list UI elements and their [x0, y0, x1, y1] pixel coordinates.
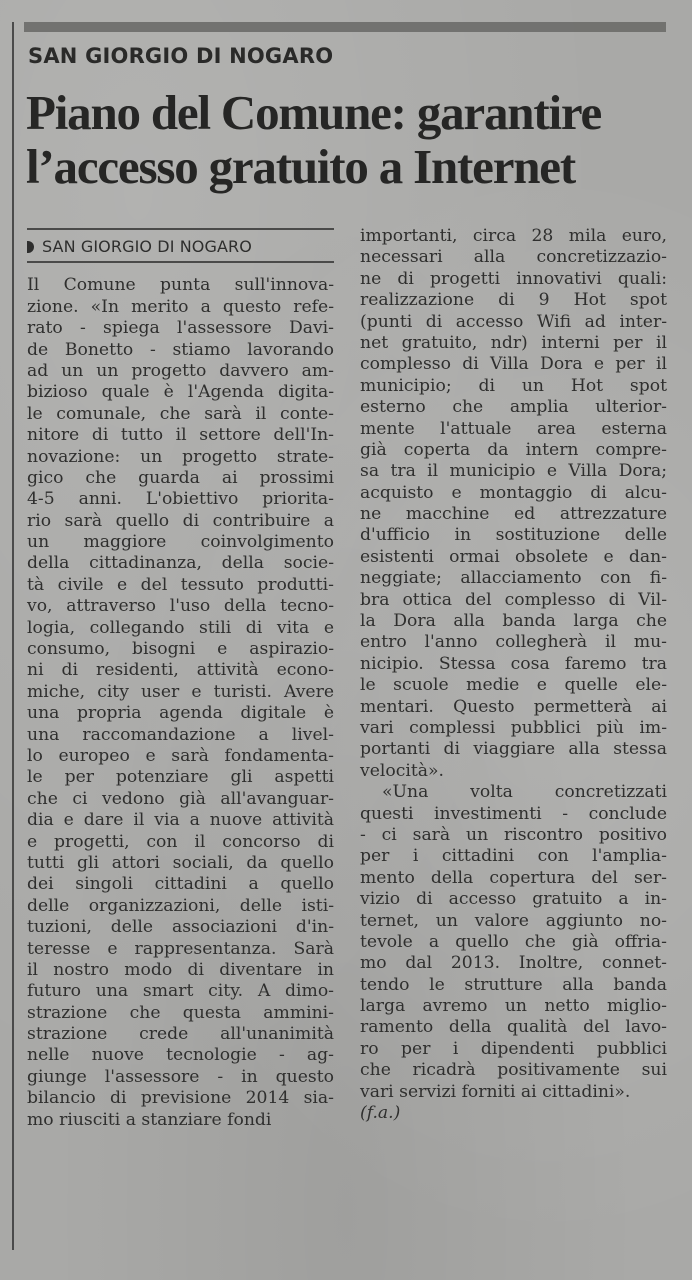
- text-line: mo dal 2013. Inoltre, connet-: [360, 953, 667, 974]
- text-line: dia e dare il via a nuove attività: [27, 810, 334, 831]
- headline: [26, 86, 666, 194]
- text-line: - ci sarà un riscontro positivo: [360, 824, 667, 845]
- text-line: che ci vedono già all'avanguar-: [27, 788, 334, 809]
- text-line: ne macchine ed attrezzature: [360, 504, 667, 525]
- text-line: già coperta da intern compre-: [360, 439, 667, 460]
- text-line: dei singoli cittadini a quello: [27, 874, 334, 895]
- byline-marker-icon: [27, 241, 34, 253]
- text-line: e progetti, con il concorso di: [27, 831, 334, 852]
- text-line: portanti di viaggiare alla stessa: [360, 739, 667, 760]
- text-line: tendo le strutture alla banda: [360, 974, 667, 995]
- text-line: le per potenziare gli aspetti: [27, 767, 334, 788]
- right-column-body: [360, 226, 667, 1103]
- text-line: rio sarà quello di contribuire a: [27, 510, 334, 531]
- text-line: una raccomandazione a livel-: [27, 724, 334, 745]
- text-line: ne di progetti innovativi quali:: [360, 268, 667, 289]
- text-line: una propria agenda digitale è: [27, 703, 334, 724]
- byline: [27, 228, 334, 263]
- text-line: delle organizzazioni, delle isti-: [27, 895, 334, 916]
- left-column-rule: [12, 22, 14, 1250]
- text-line: per i cittadini con l'amplia-: [360, 846, 667, 867]
- text-line: novazione: un progetto strate-: [27, 446, 334, 467]
- text-line: vo, attraverso l'uso della tecno-: [27, 596, 334, 617]
- headline-line-2: l’accesso gratuito a Internet: [26, 139, 575, 194]
- text-line: miche, city user e turisti. Avere: [27, 681, 334, 702]
- text-line: lo europeo e sarà fondamenta-: [27, 746, 334, 766]
- text-line: larga avremo un netto miglio-: [360, 996, 667, 1017]
- article-column-right: [360, 226, 667, 1124]
- text-line: entro l'anno collegherà il mu-: [360, 632, 667, 653]
- text-line: «Una volta concretizzati: [382, 782, 667, 803]
- section-kicker: SAN GIORGIO DI NOGARO: [28, 44, 334, 68]
- text-line: che ricadrà positivamente sui: [360, 1060, 667, 1081]
- text-line: la Dora alla banda larga che: [360, 611, 667, 632]
- text-line: tuzioni, delle associazioni d'in-: [27, 917, 334, 938]
- text-line: ramento della qualità del lavo-: [360, 1017, 667, 1038]
- text-line: esistenti ormai obsolete e dan-: [360, 546, 667, 567]
- text-line: realizzazione di 9 Hot spot: [360, 290, 667, 311]
- text-line: strazione che questa ammini-: [27, 1002, 334, 1023]
- author-signature: (f.a.): [360, 1103, 401, 1124]
- text-line: tutti gli attori sociali, da quello: [27, 852, 334, 873]
- text-line: vari servizi forniti ai cittadini».: [360, 1081, 631, 1102]
- text-line: 4-5 anni. L'obiettivo priorita-: [27, 489, 334, 510]
- text-line: questi investimenti - conclude: [360, 803, 667, 824]
- text-line: (punti di accesso Wifi ad inter-: [360, 311, 667, 332]
- text-line: mento della copertura del ser-: [360, 867, 667, 888]
- text-line: tevole a quello che già offria-: [360, 931, 667, 952]
- text-line: ad un un progetto davvero am-: [27, 360, 334, 381]
- text-line: vari complessi pubblici più im-: [360, 717, 667, 738]
- text-line: velocità».: [360, 760, 444, 781]
- text-line: de Bonetto - stiamo lavorando: [27, 339, 334, 360]
- text-line: mentari. Questo permetterà ai: [360, 696, 667, 717]
- text-line: futuro una smart city. A dimo-: [27, 981, 334, 1002]
- text-line: le comunale, che sarà il conte-: [27, 403, 334, 424]
- top-rule-divider: [24, 22, 666, 32]
- text-line: bra ottica del complesso di Vil-: [360, 589, 667, 610]
- text-line: ro per i dipendenti pubblici: [360, 1038, 667, 1059]
- text-line: strazione crede all'unanimità: [27, 1024, 334, 1045]
- text-line: esterno che amplia ulterior-: [360, 397, 667, 418]
- text-line: bilancio di previsione 2014 sia-: [27, 1088, 334, 1109]
- text-line: logia, collegando stili di vita e: [27, 617, 334, 638]
- text-line: della cittadinanza, della socie-: [27, 553, 334, 574]
- text-line: ni di residenti, attività econo-: [27, 660, 334, 681]
- headline-line-1: Piano del Comune: garantire: [26, 85, 602, 140]
- text-line: net gratuito, ndr) interni per il: [360, 332, 667, 353]
- text-line: d'ufficio in sostituzione delle: [360, 525, 667, 546]
- text-line: tà civile e del tessuto produtti-: [27, 574, 334, 595]
- text-line: complesso di Villa Dora e per il: [360, 354, 667, 375]
- text-line: ternet, un valore aggiunto no-: [360, 910, 667, 931]
- text-line: neggiate; allacciamento con fi-: [360, 568, 667, 589]
- text-line: nicipio. Stessa cosa faremo tra: [360, 653, 667, 674]
- text-line: mente l'attuale area esterna: [360, 418, 667, 439]
- text-line: mo riusciti a stanziare fondi: [27, 1109, 272, 1130]
- text-line: vizio di accesso gratuito a in-: [360, 889, 667, 910]
- text-line: consumo, bisogni e aspirazio-: [27, 639, 334, 660]
- text-line: zione. «In merito a questo refe-: [27, 296, 334, 317]
- text-line: gico che guarda ai prossimi: [27, 467, 334, 488]
- text-line: importanti, circa 28 mila euro,: [360, 226, 667, 246]
- text-line: acquisto e montaggio di alcu-: [360, 482, 667, 503]
- text-line: giunge l'assessore - in questo: [27, 1066, 334, 1087]
- text-line: rato - spiega l'assessore Davi-: [27, 318, 334, 339]
- article-column-left: [27, 228, 334, 1131]
- text-line: sa tra il municipio e Villa Dora;: [360, 461, 667, 482]
- text-line: nelle nuove tecnologie - ag-: [27, 1045, 334, 1066]
- text-line: necessari alla concretizzazio-: [360, 247, 667, 268]
- text-line: il nostro modo di diventare in: [27, 959, 334, 980]
- text-line: le scuole medie e quelle ele-: [360, 675, 667, 696]
- text-line: bizioso quale è l'Agenda digita-: [27, 382, 334, 403]
- byline-location: SAN GIORGIO DI NOGARO: [42, 237, 252, 256]
- text-line: nitore di tutto il settore dell'In-: [27, 425, 334, 446]
- text-line: Il Comune punta sull'innova-: [27, 275, 334, 296]
- left-column-body: [27, 275, 334, 1131]
- text-line: un maggiore coinvolgimento: [27, 532, 334, 553]
- text-line: teresse e rappresentanza. Sarà: [27, 938, 334, 959]
- text-line: municipio; di un Hot spot: [360, 375, 667, 396]
